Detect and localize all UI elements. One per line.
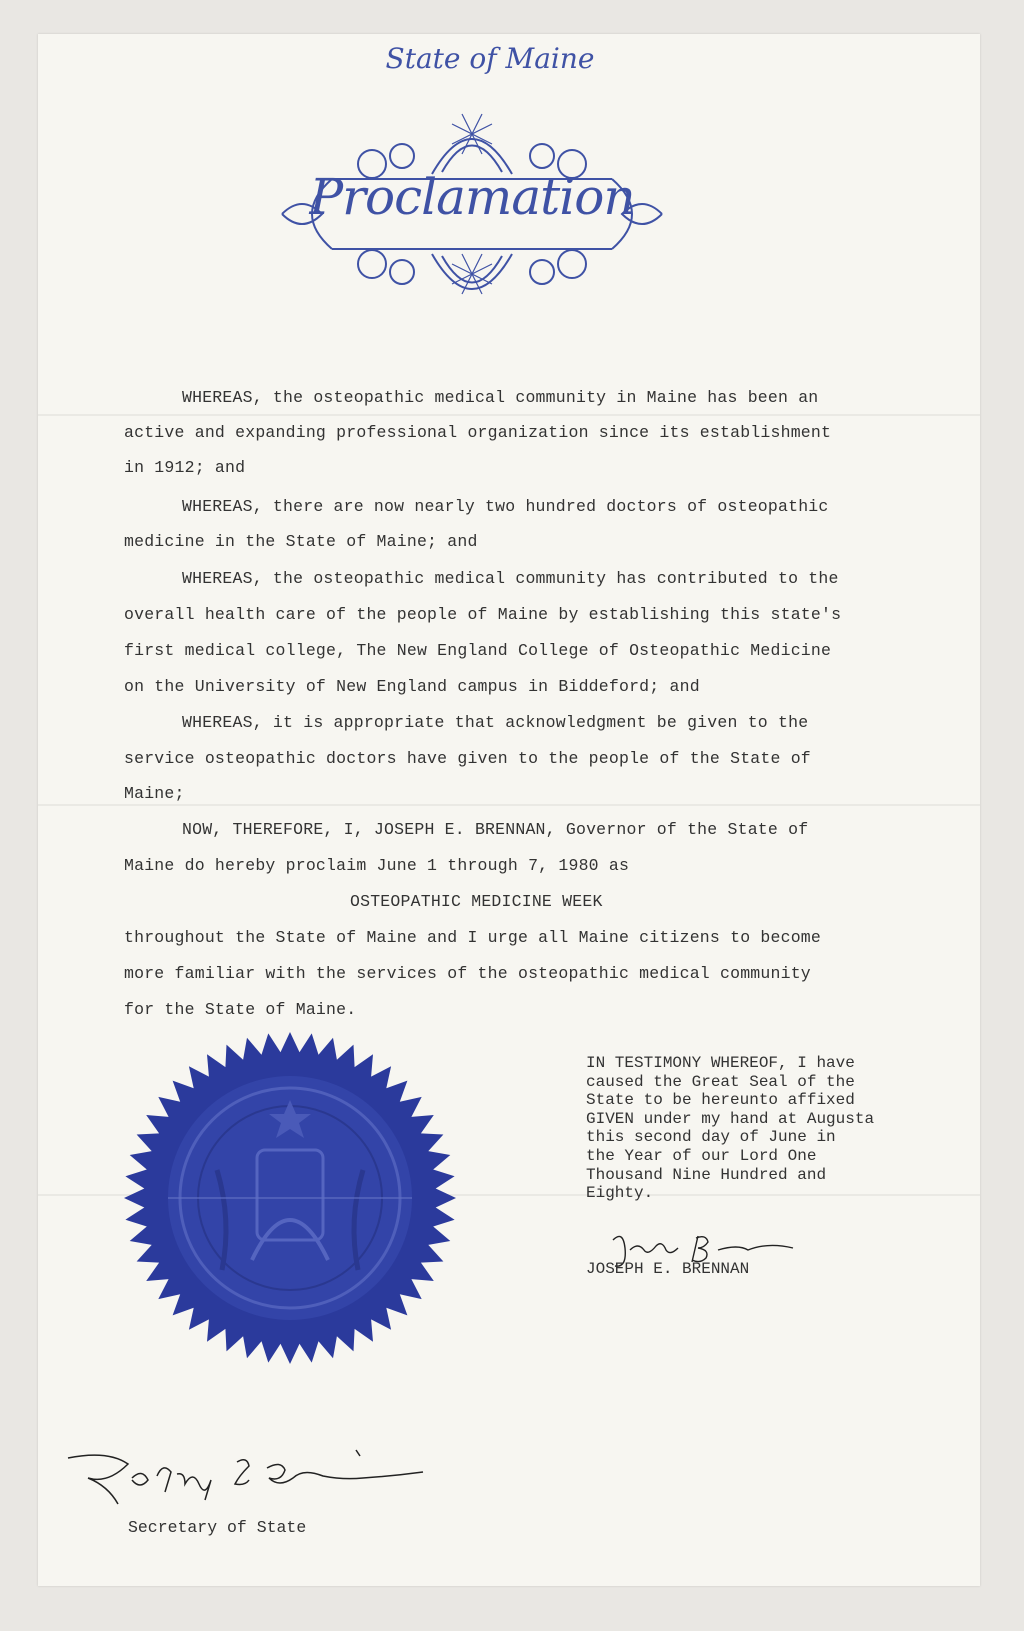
fold-line <box>38 804 980 806</box>
paragraph-line: first medical college, The New England College of Osteopathic Medicine <box>124 641 832 660</box>
secretary-signature <box>62 1448 442 1528</box>
paragraph-line: throughout the State of Maine and I urge all Maine citizens to become <box>124 928 822 947</box>
paragraph-line: NOW, THEREFORE, I, JOSEPH E. BRENNAN, Governor of the State of <box>182 820 809 839</box>
state-of-maine-heading: State of Maine <box>385 42 595 75</box>
proclamation-title: Proclamation <box>309 168 635 226</box>
testimony-line: IN TESTIMONY WHEREOF, I have <box>586 1054 855 1072</box>
paragraph-line: Maine do hereby proclaim June 1 through 7, 1980 as <box>124 856 630 875</box>
paragraph-line: in 1912; and <box>124 458 246 477</box>
week-title: OSTEOPATHIC MEDICINE WEEK <box>350 892 603 911</box>
testimony-line: caused the Great Seal of the <box>586 1072 855 1091</box>
testimony-line: GIVEN under my hand at Augusta <box>586 1109 875 1128</box>
paragraph-line: WHEREAS, the osteopathic medical community has contributed to the <box>182 569 839 588</box>
paragraph-line: overall health care of the people of Maine by establishing this state's <box>124 605 842 624</box>
paragraph-line: WHEREAS, it is appropriate that acknowledgment be given to the <box>182 713 809 732</box>
testimony-line: the Year of our Lord One <box>586 1146 817 1165</box>
paragraph-line: service osteopathic doctors have given to the people of the State of <box>124 749 811 768</box>
testimony-line: State to be hereunto affixed <box>586 1091 855 1110</box>
testimony-block <box>586 1054 874 1203</box>
paragraph-line: Maine; <box>124 784 185 803</box>
secretary-of-state-label: Secretary of State <box>128 1518 307 1537</box>
paragraph-line: active and expanding professional organization since its establishment <box>124 423 832 442</box>
fold-line <box>38 414 980 416</box>
paragraph-line: WHEREAS, the osteopathic medical community in Maine has been an <box>182 388 819 407</box>
great-seal-icon <box>122 1030 458 1366</box>
paragraph-line: medicine in the State of Maine; and <box>124 532 478 551</box>
testimony-line: Eighty. <box>586 1184 654 1203</box>
paragraph-line: more familiar with the services of the osteopathic medical community <box>124 964 811 983</box>
governor-name: JOSEPH E. BRENNAN <box>586 1260 750 1278</box>
paragraph-line: for the State of Maine. <box>124 1000 357 1019</box>
paragraph-line: WHEREAS, there are now nearly two hundred doctors of osteopathic <box>182 497 829 516</box>
testimony-line: this second day of June in <box>586 1128 836 1147</box>
testimony-line: Thousand Nine Hundred and <box>586 1165 827 1184</box>
paragraph-line: on the University of New England campus in Biddeford; and <box>124 677 700 696</box>
